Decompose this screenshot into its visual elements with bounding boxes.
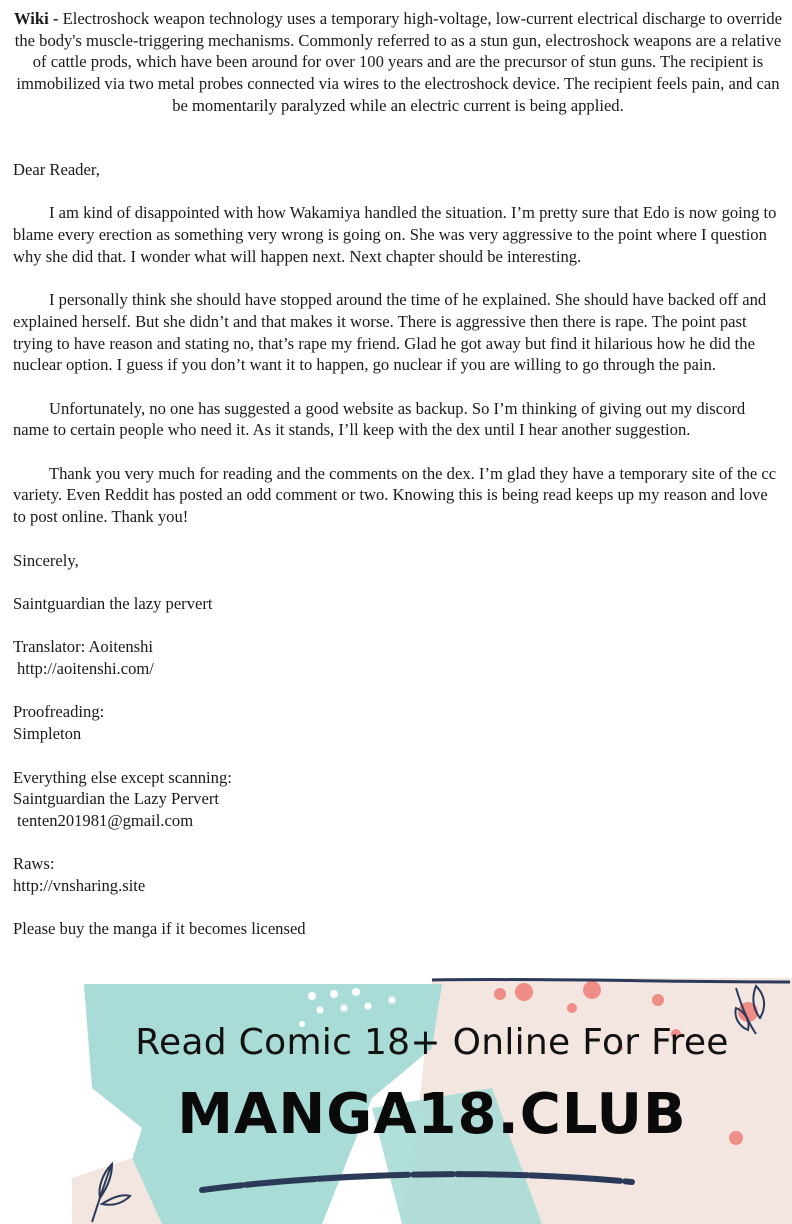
- raws-label: Raws:: [13, 854, 55, 874]
- translator-label: Translator: Aoitenshi: [13, 637, 153, 657]
- paragraph-3: Unfortunately, no one has suggested a good website as backup. So I’m thinking of giving out my discord name to certain people who need it. As it stands, I’ll keep with the dex until I hear another suggestion.: [13, 398, 746, 440]
- signature: Saintguardian the lazy pervert: [13, 593, 213, 613]
- promo-banner[interactable]: [72, 978, 792, 1224]
- raws-url[interactable]: http://vnsharing.site: [13, 876, 146, 896]
- banner-tagline: Read Comic 18+ Online For Free: [135, 1022, 729, 1063]
- wiki-definition: [10, 8, 786, 117]
- banner-site-name[interactable]: MANGA18.CLUB: [177, 1082, 687, 1147]
- proofreading-label: Proofreading:: [13, 702, 105, 722]
- letter-body: [13, 159, 783, 940]
- wiki-text: Electroshock weapon technology uses a temporary high-voltage, low-current electrical discharge to override the body's muscle-triggering mechanisms. Commonly referred to as a stun gun, electroshock weapons are a relative of cattle prods, which have been around for over 100 years and are the precursor of stun guns. The recipient is immobilized via two metal probes connected via wires to the electroshock device. The recipient feels pain, and can be momentarily paralyzed while an electric current is being applied.: [14, 9, 782, 115]
- contact-email[interactable]: tenten201981@gmail.com: [17, 810, 194, 830]
- closing: Sincerely,: [13, 550, 79, 570]
- paragraph-1: I am kind of disappointed with how Wakamiya handled the situation. I’m pretty sure that Edo is now going to blame every erection as something very wrong is going on. She was very aggressive to the point where I question why she did that. I wonder what will happen next. Next chapter should be interesting.: [13, 203, 777, 266]
- paragraph-2: I personally think she should have stopped around the time of he explained. She should have backed off and explained herself. But she didn’t and that makes it worse. There is aggressive then there is rape. The point past trying to have reason and stating no, that’s rape my friend. Glad he got away but find it hilarious how he did the nuclear option. I guess if you don’t want it to happen, go nuclear if you are willing to go through the pain.: [13, 290, 767, 375]
- wiki-label: Wiki -: [14, 9, 59, 28]
- everything-label: Everything else except scanning:: [13, 767, 232, 787]
- salutation: Dear Reader,: [13, 160, 100, 179]
- translator-url[interactable]: http://aoitenshi.com/: [17, 659, 154, 679]
- everything-name: Saintguardian the Lazy Pervert: [13, 789, 219, 809]
- proofreader-name: Simpleton: [13, 724, 82, 744]
- buy-note: Please buy the manga if it becomes licensed: [13, 919, 306, 939]
- paragraph-4: Thank you very much for reading and the comments on the dex. I’m glad they have a temporary site of the cc variety. Even Reddit has posted an odd comment or two. Knowing this is being read keeps up my reason and love to post online. Thank you!: [13, 463, 777, 527]
